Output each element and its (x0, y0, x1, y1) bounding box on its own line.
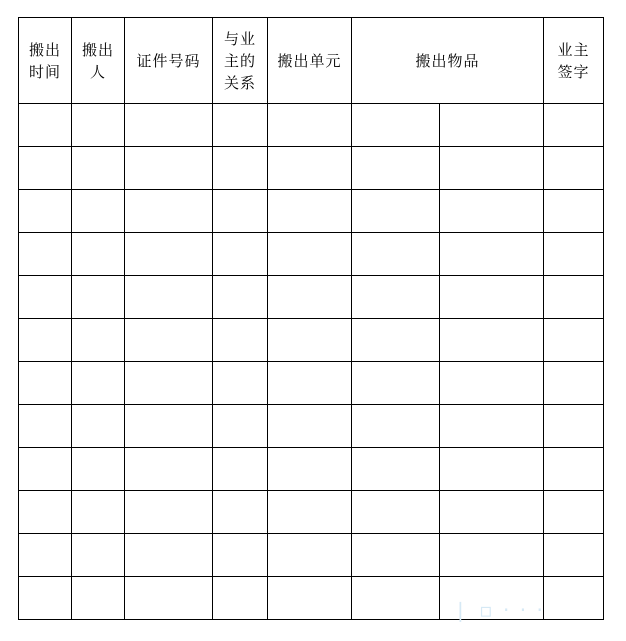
table-cell[interactable] (268, 405, 352, 448)
table-cell[interactable] (440, 491, 544, 534)
table-cell[interactable] (72, 448, 125, 491)
table-cell[interactable] (440, 104, 544, 147)
table-cell[interactable] (19, 104, 72, 147)
table-cell[interactable] (544, 448, 604, 491)
table-cell[interactable] (19, 233, 72, 276)
table-row (19, 405, 604, 448)
table-row (19, 362, 604, 405)
table-cell[interactable] (19, 319, 72, 362)
table-cell[interactable] (440, 577, 544, 620)
table-cell[interactable] (19, 405, 72, 448)
table-cell[interactable] (19, 577, 72, 620)
table-cell[interactable] (268, 491, 352, 534)
table-cell[interactable] (125, 147, 213, 190)
table-cell[interactable] (352, 190, 440, 233)
table-cell[interactable] (72, 190, 125, 233)
table-cell[interactable] (125, 448, 213, 491)
table-cell[interactable] (440, 276, 544, 319)
table-cell[interactable] (352, 233, 440, 276)
table-cell[interactable] (125, 534, 213, 577)
table-cell[interactable] (19, 276, 72, 319)
table-cell[interactable] (213, 448, 268, 491)
table-cell[interactable] (268, 233, 352, 276)
table-cell[interactable] (213, 362, 268, 405)
table-cell[interactable] (125, 190, 213, 233)
table-cell[interactable] (72, 233, 125, 276)
header-row (19, 18, 604, 104)
table-cell[interactable] (352, 319, 440, 362)
header-label: 业主 签字 (557, 40, 590, 81)
table-cell[interactable] (268, 319, 352, 362)
table-cell[interactable] (72, 577, 125, 620)
table-cell[interactable] (125, 276, 213, 319)
table-cell[interactable] (213, 534, 268, 577)
table-cell[interactable] (213, 405, 268, 448)
table-cell[interactable] (352, 276, 440, 319)
table-cell[interactable] (440, 233, 544, 276)
table-cell[interactable] (352, 448, 440, 491)
table-row (19, 233, 604, 276)
faint-watermark: ❘ ▫ · · · (452, 598, 545, 622)
table-cell[interactable] (213, 104, 268, 147)
header-owner-signature (544, 18, 604, 104)
table-cell[interactable] (268, 362, 352, 405)
table-cell[interactable] (72, 534, 125, 577)
table-cell[interactable] (125, 233, 213, 276)
table-row (19, 276, 604, 319)
table-cell[interactable] (440, 319, 544, 362)
table-cell[interactable] (544, 190, 604, 233)
table-cell[interactable] (544, 147, 604, 190)
move-out-register (18, 17, 604, 620)
table-cell[interactable] (440, 190, 544, 233)
header-label: 与业 主的 关系 (223, 29, 256, 92)
header-mover (72, 18, 125, 104)
header-label: 证件号码 (136, 51, 201, 70)
table-cell[interactable] (352, 104, 440, 147)
table-cell[interactable] (268, 448, 352, 491)
table-cell[interactable] (544, 276, 604, 319)
table-cell[interactable] (72, 491, 125, 534)
header-label: 搬出 时间 (28, 40, 61, 81)
table-row (19, 319, 604, 362)
table-cell[interactable] (440, 147, 544, 190)
table-cell[interactable] (125, 319, 213, 362)
table-cell[interactable] (72, 405, 125, 448)
table-cell[interactable] (213, 190, 268, 233)
table-cell[interactable] (352, 577, 440, 620)
table-cell[interactable] (125, 405, 213, 448)
header-move-out-unit (268, 18, 352, 104)
table-cell[interactable] (544, 577, 604, 620)
header-move-out-time (19, 18, 72, 104)
table-cell[interactable] (19, 534, 72, 577)
table-row (19, 190, 604, 233)
table-cell[interactable] (213, 319, 268, 362)
table-row (19, 491, 604, 534)
header-label: 搬出物品 (415, 51, 480, 70)
table-cell[interactable] (213, 147, 268, 190)
table-cell[interactable] (72, 362, 125, 405)
table-cell[interactable] (72, 104, 125, 147)
table-cell[interactable] (213, 491, 268, 534)
table-row (19, 448, 604, 491)
table-cell[interactable] (352, 147, 440, 190)
table-cell[interactable] (19, 147, 72, 190)
table-cell[interactable] (544, 104, 604, 147)
header-label: 搬出单元 (277, 51, 342, 70)
table-cell[interactable] (125, 491, 213, 534)
table-cell[interactable] (352, 405, 440, 448)
table-cell[interactable] (268, 104, 352, 147)
table-cell[interactable] (19, 190, 72, 233)
table-cell[interactable] (268, 534, 352, 577)
table-row (19, 147, 604, 190)
table-cell[interactable] (352, 534, 440, 577)
table-cell[interactable] (213, 276, 268, 319)
header-relation-to-owner (213, 18, 268, 104)
table-cell[interactable] (125, 104, 213, 147)
register-body (19, 104, 604, 620)
table-cell[interactable] (268, 147, 352, 190)
header-id-number (125, 18, 213, 104)
move-out-register-table (18, 17, 604, 620)
table-cell[interactable] (72, 276, 125, 319)
table-cell[interactable] (544, 319, 604, 362)
table-cell[interactable] (19, 491, 72, 534)
table-cell[interactable] (125, 362, 213, 405)
table-cell[interactable] (72, 147, 125, 190)
table-cell[interactable] (440, 405, 544, 448)
table-cell[interactable] (213, 233, 268, 276)
table-cell[interactable] (268, 276, 352, 319)
table-cell[interactable] (544, 233, 604, 276)
table-cell[interactable] (268, 577, 352, 620)
table-cell[interactable] (544, 405, 604, 448)
header-label: 搬出 人 (81, 40, 114, 81)
table-cell[interactable] (544, 534, 604, 577)
table-cell[interactable] (213, 577, 268, 620)
table-cell[interactable] (125, 577, 213, 620)
table-cell[interactable] (19, 448, 72, 491)
table-cell[interactable] (268, 190, 352, 233)
table-cell[interactable] (352, 362, 440, 405)
table-cell[interactable] (544, 491, 604, 534)
table-cell[interactable] (440, 534, 544, 577)
table-row (19, 577, 604, 620)
table-row (19, 104, 604, 147)
table-row (19, 534, 604, 577)
table-cell[interactable] (440, 362, 544, 405)
table-cell[interactable] (19, 362, 72, 405)
table-cell[interactable] (440, 448, 544, 491)
table-cell[interactable] (72, 319, 125, 362)
table-cell[interactable] (352, 491, 440, 534)
table-cell[interactable] (544, 362, 604, 405)
header-items-moved (352, 18, 544, 104)
